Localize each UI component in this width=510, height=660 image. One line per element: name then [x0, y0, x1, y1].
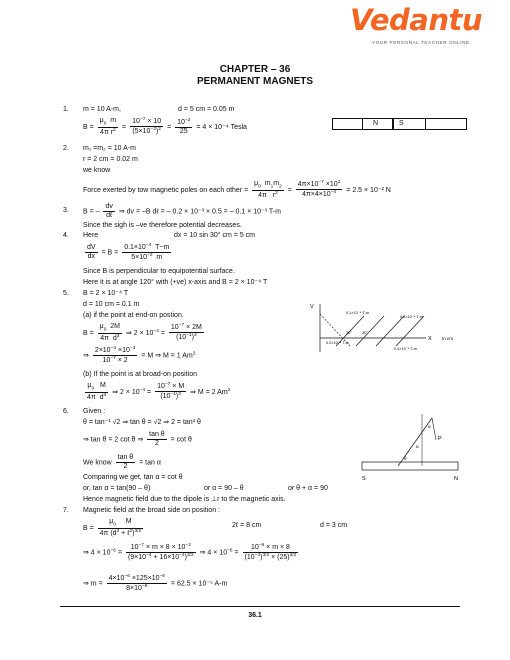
fig1-x-label: X: [428, 336, 432, 342]
equation: $\frac{dV}{dx}$ = B = $\frac{0.1\times 10^{-4} T-m}{5\times 10^{-2} m}$: [87, 243, 170, 262]
equation: ⇒ $\frac{2\times 10^{-4} \times 10^{-3}}{10^{-7} \times 2}$ = M ⇒ M = 1 Am$^2$: [83, 346, 196, 365]
text-line: 2ℓ = 8 cm: [232, 522, 262, 529]
text-line: B = 2 × 10⁻⁴ T: [83, 290, 129, 297]
equation: B = – $\frac{dv}{\text{dℓ}}$ ⇒ dv = –B dℓ = – 0.2 × 10⁻³ × 0.5 = – 0.1 × 10⁻³ T-m: [83, 203, 281, 220]
text-line: Comparing we get, tan α = cot θ: [83, 474, 183, 481]
dipole-figure: [358, 410, 468, 490]
equation: ⇒ m = $\frac{4\times 10^{-6} \times 125\times 10^{-6}}{8\times 10^{-9}}$ = 62.5 × 10⁻⁵ A-m: [83, 574, 228, 593]
text-line: d = 10 cm = 0.1 m: [83, 301, 140, 308]
text-line: Here it is at angle 120° with (+ve) x-axis and B = 2 × 10⁻⁴ T: [83, 279, 268, 286]
text-line: m = 10 A-m,: [83, 106, 121, 113]
text-line: Given :: [83, 408, 106, 415]
chapter-number: CHAPTER – 36: [219, 64, 291, 75]
text-line: We know: [83, 459, 112, 467]
text-line: or α = 90 – θ: [204, 485, 244, 492]
fig1-label-4: 0.4×10⁻⁴ T-m: [394, 347, 417, 351]
equation: B = $\frac{\mu_0 M}{4\pi (d^2 + \ell^2)^{3/2}}$: [83, 518, 142, 537]
fig1-angle-1: 30°: [346, 331, 352, 335]
equation: ⇒ $4 \times 10^{-6}$ = $\frac{10^{-7} \times m \times 8 \times 10^{-2}}{(9\times 10^{-4} + 16\times 10^{-4})^{3/2}}$ ⇒ $4 \times 10^{-6}$ = $\frac{10^{-9} \times m \times 8}{(10^{-4})^{3/2} \times (25)^{3/2}}$: [83, 543, 297, 562]
equation-result: = 62.5 × 10⁻⁵ A-m: [170, 580, 228, 588]
text-line: θ = tan⁻¹ √2 ⇒ tan θ = √2 ⇒ 2 = tan² θ: [83, 419, 201, 426]
fig1-unit: In cm: [442, 336, 454, 341]
text-line: we know: [83, 167, 111, 174]
text-line: Here: [83, 232, 99, 239]
fig2-theta: θ: [404, 456, 407, 461]
text-line: or θ + α = 90: [288, 485, 328, 492]
fig2-n-label: N: [454, 476, 458, 482]
chapter-title: PERMANENT MAGNETS: [196, 76, 314, 87]
equation: We know $\frac{\text{tan θ}}{2}$ = tan α: [83, 454, 161, 471]
equation: $\frac{\mu_0 M}{4\pi d^3}$ ⇒ $2 \times 10^{-4}$ = $\frac{10^{-7} \times M}{(10^{-1})^3}$ ⇒ M = 2 Am$^2$: [87, 382, 231, 401]
magnet-bar: [362, 462, 458, 470]
text-line: (b) If the point is at broad-on position: [83, 371, 198, 378]
text-line: Hence magnetic field due to the dipole is ⊥r to the magnetic axis.: [83, 496, 286, 503]
q-number: 4.: [63, 232, 69, 239]
magnet-n-label: N: [373, 120, 379, 127]
text-line: Since B is perpendicular to equipotential surface.: [83, 268, 235, 275]
equipotential-figure: [306, 300, 470, 360]
text-line: ⇒ dv = –B dℓ = – 0.2 × 10⁻³ × 0.5 = – 0.1 × 10⁻³ T-m: [118, 208, 281, 216]
field-arrow: [432, 418, 436, 440]
fig2-p-label: P: [438, 436, 442, 442]
fig2-s-label: S: [362, 476, 366, 482]
magnet-right: [424, 118, 467, 130]
text-line: Since the sigh is –ve therefore potential decreases.: [83, 222, 242, 229]
fig2-alpha-1: α: [428, 424, 431, 429]
text-line: r = 2 cm = 0.02 m: [83, 156, 138, 163]
equation-result: = 2.5 × 10⁻² N: [346, 186, 391, 194]
fig2-alpha-2: α: [416, 444, 419, 449]
q-number: 2.: [63, 145, 69, 152]
q-number: 3.: [63, 207, 69, 214]
fig1-label-1: 0.1×10⁻⁴ T-m: [346, 311, 369, 315]
equation: ⇒ tan θ = 2 cot θ ⇒ $\frac{\text{tan θ}}{2}$ = cot θ: [83, 431, 192, 448]
text-line: m₁ =m₂ = 10 A-m: [83, 145, 136, 152]
text-line: or, tan α = tan(90 – θ): [83, 485, 151, 492]
q-number: 5.: [63, 290, 69, 297]
equation: Force exerted by tow magnetic poles on each other = $\frac{\mu_0 m_1m_2}{4\pi r^2}$ = $\frac{4\pi\times 10^{-7} \times 10^2}{4\pi\times 4\times 10^{-4}}$ = 2.5 × 10⁻² N: [83, 180, 391, 199]
footer-divider: [60, 606, 460, 607]
page-number: 36.1: [248, 612, 262, 619]
fig1-angle-2: 30°: [362, 331, 368, 335]
fig1-v-label: V: [310, 304, 314, 310]
q-number: 6.: [63, 408, 69, 415]
fig1-label-2: 0.3×10⁻⁴ T-m: [400, 315, 423, 319]
q-number: 1.: [63, 106, 69, 113]
fig1-label-3: 0.2×10⁻⁴ T-m: [326, 341, 349, 345]
brand-tagline: YOUR PERSONAL TEACHER ONLINE: [372, 40, 470, 45]
text-line: dx = 10 sin 30° cm = 5 cm: [174, 232, 256, 239]
brand-logo: Vedantu: [350, 3, 482, 37]
text-line: Force exerted by tow magnetic poles on each other =: [83, 186, 249, 194]
text-line: Magnetic field at the broad side on position :: [83, 507, 220, 514]
magnet-s: [392, 118, 426, 130]
magnet-n: [362, 118, 394, 130]
equation: B = $\frac{\mu_0 2M}{4\pi d^3}$ ⇒ $2 \times 10^{-4}$ = $\frac{10^{-7} \times 2M}{(10^{-1})^3}$: [83, 323, 202, 342]
text-line: d = 5 cm = 0.05 m: [178, 106, 235, 113]
equation-result: = 4 × 10⁻⁴ Tesla: [196, 123, 247, 131]
text-line: d = 3 cm: [320, 522, 348, 529]
equation: B = $\frac{\mu_0 m}{4\pi r^2}$ = $\frac{10^{-7} \times 10}{(5\times 10^{-2})^2}$ = $\frac{10^{-2}}{25}$ = 4 × 10⁻⁴ Tesla: [83, 117, 247, 136]
magnet-s-label: S: [399, 120, 404, 127]
magnet-left: [332, 118, 363, 130]
q-number: 7.: [63, 507, 69, 514]
text-line: (a) if the point at end-on postion.: [83, 312, 184, 319]
